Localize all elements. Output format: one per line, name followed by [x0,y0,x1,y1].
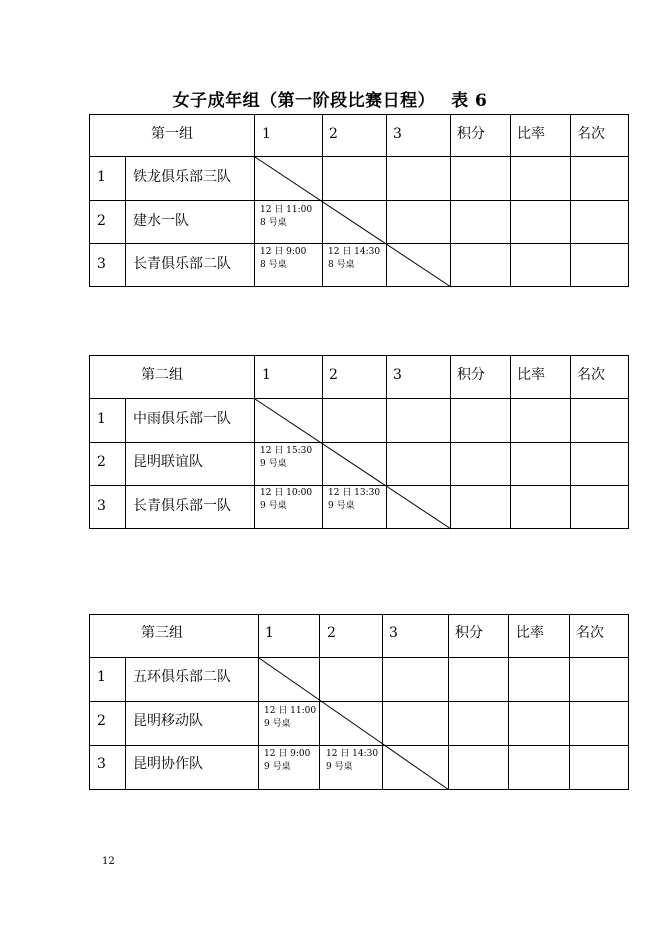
match-time: 12 日 11:00 [260,205,313,215]
header-col-1: 1 [265,625,274,641]
header-rank: 名次 [577,367,605,383]
match-time: 12 日 15:30 [260,446,313,456]
team-name: 中雨俱乐部一队 [133,411,231,427]
header-col-1: 1 [262,126,271,142]
match-time: 12 日 13:30 [328,488,381,498]
match-schedule [260,204,312,230]
header-col-1: 1 [262,367,271,383]
match-schedule [264,705,316,731]
group-table-3 [89,614,629,790]
match-schedule [260,246,306,272]
header-rank: 名次 [577,126,605,142]
team-name: 昆明联谊队 [133,454,203,470]
team-number: 1 [97,411,106,427]
team-name: 长青俱乐部二队 [133,256,231,272]
match-table: 8 号桌 [260,260,287,270]
group-table-2 [89,355,629,529]
match-table: 9 号桌 [328,501,355,511]
match-table: 9 号桌 [264,762,291,772]
header-col-2: 2 [329,126,338,142]
group-table-1 [89,114,629,287]
match-schedule [328,487,380,513]
table-number: 表 6 [451,91,488,111]
match-time: 12 日 9:00 [264,749,311,759]
match-schedule [260,487,312,513]
match-schedule [260,445,312,471]
group-1-name: 第一组 [151,126,193,142]
team-name: 铁龙俱乐部三队 [133,169,231,185]
team-number: 3 [97,498,106,514]
match-table: 9 号桌 [264,719,291,729]
header-points: 积分 [457,367,485,383]
header-col-3: 3 [393,367,402,383]
header-points: 积分 [457,126,485,142]
match-time: 12 日 10:00 [260,488,313,498]
page-title [0,86,660,111]
team-name: 昆明协作队 [133,756,203,772]
match-time: 12 日 14:30 [328,247,381,257]
header-col-3: 3 [389,625,398,641]
team-number: 1 [97,669,106,685]
match-schedule [326,748,378,774]
match-table: 8 号桌 [328,260,355,270]
team-name: 建水一队 [133,213,189,229]
header-ratio: 比率 [516,625,544,641]
group-3-name: 第三组 [141,625,183,641]
header-col-3: 3 [393,126,402,142]
header-points: 积分 [455,625,483,641]
team-number: 3 [97,256,106,272]
team-name: 长青俱乐部一队 [133,498,231,514]
title-text: 女子成年组（第一阶段比赛日程） [172,91,436,111]
match-time: 12 日 11:00 [264,706,317,716]
team-number: 2 [97,213,106,229]
header-ratio: 比率 [517,126,545,142]
header-col-2: 2 [329,367,338,383]
team-name: 昆明移动队 [133,713,203,729]
match-schedule [264,748,310,774]
match-time: 12 日 9:00 [260,247,307,257]
team-number: 3 [97,756,106,772]
match-table: 9 号桌 [260,501,287,511]
header-col-2: 2 [327,625,336,641]
match-schedule [328,246,380,272]
team-name: 五环俱乐部二队 [133,669,231,685]
team-number: 2 [97,454,106,470]
header-rank: 名次 [576,625,604,641]
team-number: 2 [97,713,106,729]
match-time: 12 日 14:30 [326,749,379,759]
group-2-name: 第二组 [141,367,183,383]
team-number: 1 [97,169,106,185]
match-table: 9 号桌 [326,762,353,772]
page-number: 12 [102,856,115,867]
header-ratio: 比率 [517,367,545,383]
match-table: 8 号桌 [260,218,287,228]
match-table: 9 号桌 [260,459,287,469]
